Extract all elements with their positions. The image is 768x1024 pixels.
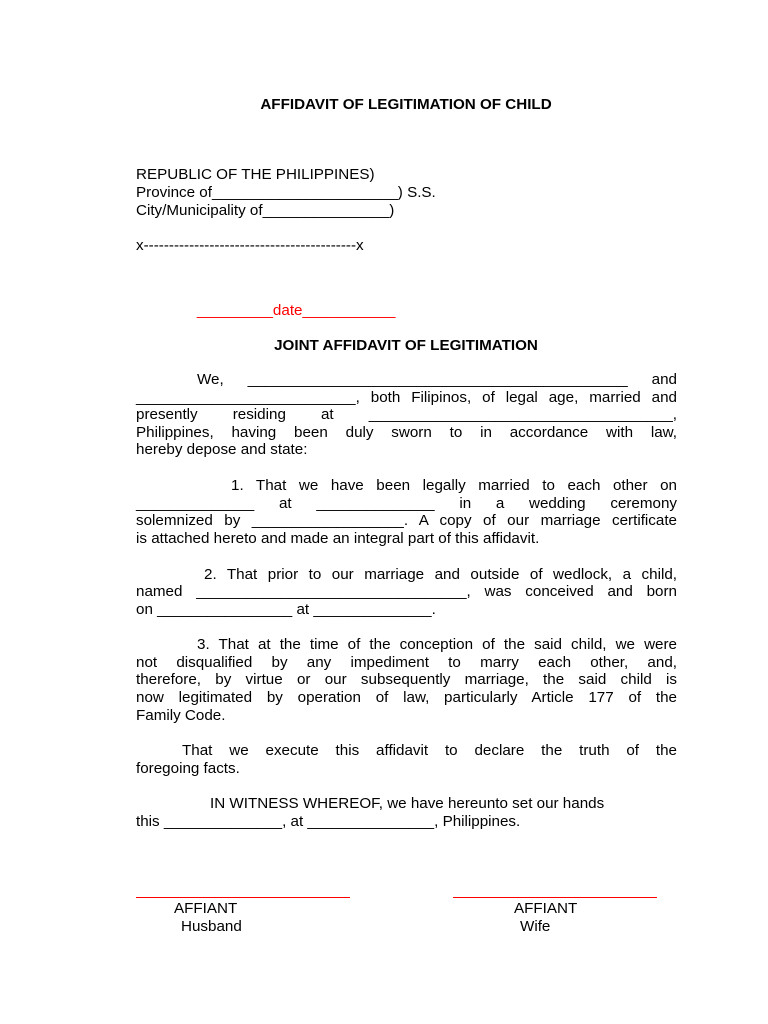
wife-signature-line bbox=[453, 897, 657, 898]
date-blank-left: _________ bbox=[196, 302, 273, 319]
para1-line-1: 1. That we have been legally married to each other on bbox=[231, 477, 677, 494]
venue-republic: REPUBLIC OF THE PHILIPPINES) bbox=[136, 166, 375, 183]
para2-line-1: 2. That prior to our marriage and outside of wedlock, a child, bbox=[204, 566, 677, 583]
venue-city: City/Municipality of_______________) bbox=[136, 202, 395, 219]
separator-line: x------------------------------------------x bbox=[136, 237, 364, 254]
wife-role-label: Wife bbox=[520, 918, 551, 935]
date-line bbox=[180, 284, 395, 338]
date-label: date bbox=[272, 302, 303, 319]
intro-line-1 bbox=[197, 371, 677, 389]
para1-line-4: is attached hereto and made an integral part of this affidavit. bbox=[136, 530, 540, 547]
document-subtitle: JOINT AFFIDAVIT OF LEGITIMATION bbox=[274, 337, 538, 354]
para3-line-4: now legitimated by operation of law, particularly Article 177 of the bbox=[136, 689, 677, 706]
husband-role-label: Husband bbox=[181, 918, 242, 935]
witness-line-2: this ______________, at _______________, Philippines. bbox=[136, 813, 521, 830]
date-blank-right: ___________ bbox=[302, 302, 396, 319]
para2-line-3: on ________________ at ______________. bbox=[136, 601, 436, 618]
witness-line-1: IN WITNESS WHEREOF, we have hereunto set our hands bbox=[210, 795, 605, 812]
para1-line-2: ______________ at ______________ in a wedding ceremony bbox=[136, 495, 677, 512]
para3-line-3: therefore, by virtue or our subsequently marriage, the said child is bbox=[136, 671, 677, 688]
husband-affiant-label: AFFIANT bbox=[174, 900, 238, 917]
para2-line-2: named ________________________________, was conceived and born bbox=[136, 583, 677, 600]
para3-line-2: not disqualified by any impediment to marry each other, and, bbox=[136, 654, 677, 671]
document-title: AFFIDAVIT OF LEGITIMATION OF CHILD bbox=[260, 96, 552, 113]
wife-affiant-label: AFFIANT bbox=[514, 900, 578, 917]
venue-province: Province of______________________) S.S. bbox=[136, 184, 436, 201]
husband-signature-line bbox=[136, 897, 350, 898]
para1-line-3: solemnized by __________________. A copy of our marriage certificate bbox=[136, 512, 677, 529]
para4-line-2: foregoing facts. bbox=[136, 760, 240, 777]
intro-line-5: hereby depose and state: bbox=[136, 441, 308, 458]
para3-line-1: 3. That at the time of the conception of the said child, we were bbox=[197, 636, 677, 653]
para4-line-1: That we execute this affidavit to declare the truth of the bbox=[182, 742, 677, 759]
intro-line-2: __________________________, both Filipinos, of legal age, married and bbox=[136, 389, 677, 406]
intro-line-4: Philippines, having been duly sworn to in accordance with law, bbox=[136, 424, 677, 441]
intro-line-1-text: We, _____________________________________________ and bbox=[197, 371, 677, 388]
intro-line-3: presently residing at ____________________________________, bbox=[136, 406, 677, 423]
para3-line-5: Family Code. bbox=[136, 707, 226, 724]
